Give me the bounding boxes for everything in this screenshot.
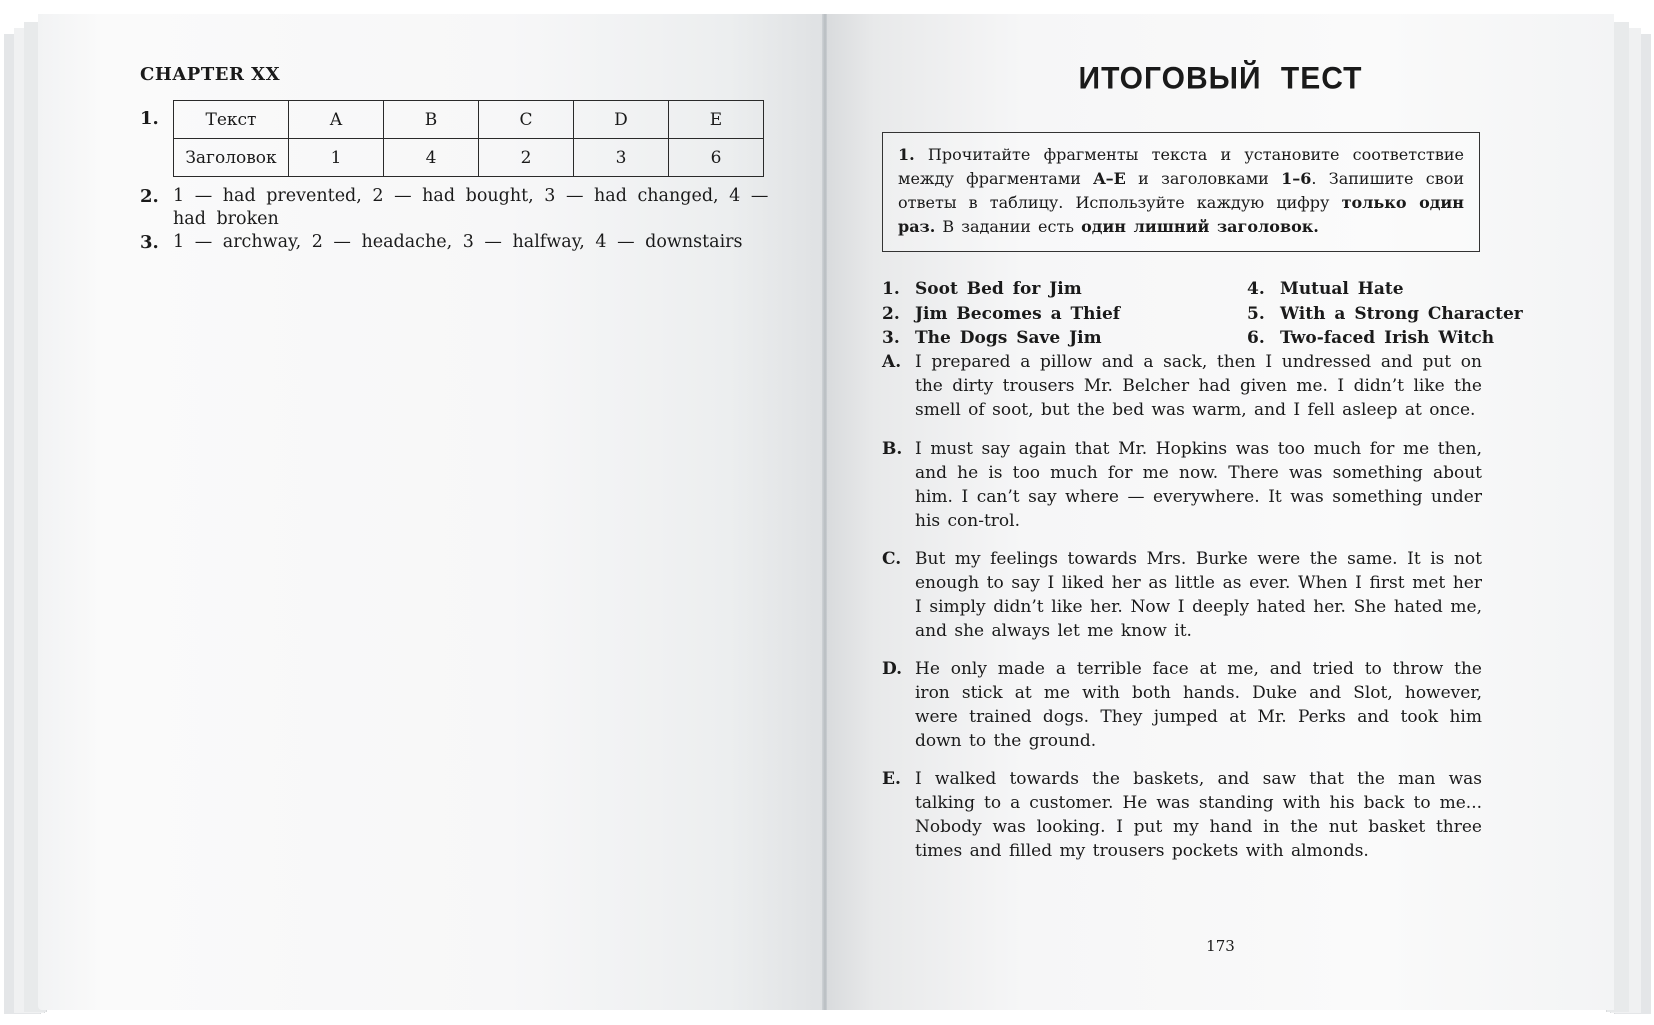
task-text: В задании есть [935, 217, 1082, 236]
task-text: Прочитайте фрагменты текста и установите соответствие между фрагментами [898, 145, 1464, 188]
answer-text: had broken [173, 209, 279, 229]
fragment [882, 437, 1482, 533]
fragment-text: But my feelings towards Mrs. Burke were the same. It is not enough to say I liked her as little as ever. When I first met her I simply didn’t like her. Now I deeply hated her. She hated me, and she always let me know it. [915, 549, 1482, 641]
fragment-letter: A. [882, 352, 902, 372]
table-row [174, 139, 764, 177]
table-cell: A [289, 101, 384, 139]
fragment-letter: D. [882, 659, 903, 679]
heading-text: With a Strong Character [1280, 303, 1523, 324]
fragment-text: I walked towards the baskets, and saw that the man was talking to a customer. He was standing with his back to me... Nobody was looking. I put my hand in the nut basket three times and filled my trousers pockets with almonds. [915, 769, 1482, 861]
table-cell: D [574, 101, 669, 139]
page-number: 173 [1206, 937, 1235, 955]
fragment-text: I prepared a pillow and a sack, then I undressed and put on the dirty trousers Mr. Belcher had given me. I didn’t like the smell of soot, but the bed was warm, and I fell asleep at once. [915, 352, 1482, 420]
fragment-text: He only made a terrible face at me, and tried to throw the iron stick at me with both hands. Duke and Slot, however, were trained dogs. They jumped at Mr. Perks and took him down to the ground. [915, 659, 1482, 751]
heading-text: Soot Bed for Jim [915, 279, 1082, 299]
fragment-letter: B. [882, 439, 903, 459]
table-cell: E [669, 101, 764, 139]
fragment [882, 547, 1482, 643]
task-bold: 1–6 [1281, 169, 1312, 188]
answer-number: 1. [140, 108, 159, 129]
heading-item [1247, 326, 1523, 351]
heading-text: Two-faced Irish Witch [1280, 328, 1495, 348]
heading-number: 5. [1247, 303, 1265, 324]
heading-number: 2. [882, 303, 900, 324]
task-bold: только один раз. [898, 193, 1465, 236]
answer-number: 3. [140, 232, 159, 253]
task-instructions [882, 132, 1480, 252]
task-bold: один лишний заголовок. [1081, 217, 1319, 236]
fragment-letter: C. [882, 549, 902, 569]
heading-text: Jim Becomes a Thief [915, 303, 1121, 324]
task-text: . Запишите свои ответы в таблицу. Используйте каждую цифру [898, 169, 1465, 212]
task-text: и заголовками [1125, 169, 1282, 188]
table-row [174, 101, 764, 139]
fragment [882, 767, 1482, 863]
chapter-heading: CHAPTER XX [140, 64, 281, 85]
answer-text: 1 — archway, 2 — headache, 3 — halfway, 4 — downstairs [173, 232, 743, 252]
left-page [38, 14, 823, 1010]
heading-number: 4. [1247, 279, 1265, 299]
table-cell: 6 [669, 139, 764, 177]
heading-number: 3. [882, 328, 900, 348]
table-cell: Заголовок [174, 139, 289, 177]
heading-item [882, 277, 1120, 302]
table-cell: B [384, 101, 479, 139]
table-cell: 1 [289, 139, 384, 177]
heading-text: The Dogs Save Jim [915, 328, 1102, 348]
heading-item [1247, 302, 1523, 327]
fragment [882, 657, 1482, 753]
table-cell: C [479, 101, 574, 139]
answer-text: 1 — had prevented, 2 — had bought, 3 — had changed, 4 — [173, 186, 769, 206]
heading-item [882, 326, 1120, 351]
answer-number: 2. [140, 186, 159, 207]
task-bold: A–E [1093, 169, 1126, 188]
heading-number: 1. [882, 279, 900, 299]
table-cell: 3 [574, 139, 669, 177]
heading-text: Mutual Hate [1280, 279, 1404, 299]
table-cell: Текст [174, 101, 289, 139]
fragment-letter: E. [882, 769, 901, 789]
task-number: 1. [898, 145, 915, 164]
answer-table [173, 100, 764, 177]
page-title: ИТОГОВЫЙ ТЕСТ [1078, 61, 1363, 96]
fragment-text: I must say again that Mr. Hopkins was too much for me then, and he is too much for me now. There was something about him. I can’t say where — everywhere. It was something under his con-trol. [915, 439, 1482, 531]
heading-item [1247, 277, 1523, 302]
table-cell: 4 [384, 139, 479, 177]
heading-number: 6. [1247, 328, 1265, 348]
fragment [882, 350, 1482, 422]
table-cell: 2 [479, 139, 574, 177]
right-page [827, 14, 1614, 1010]
heading-item [882, 302, 1120, 327]
